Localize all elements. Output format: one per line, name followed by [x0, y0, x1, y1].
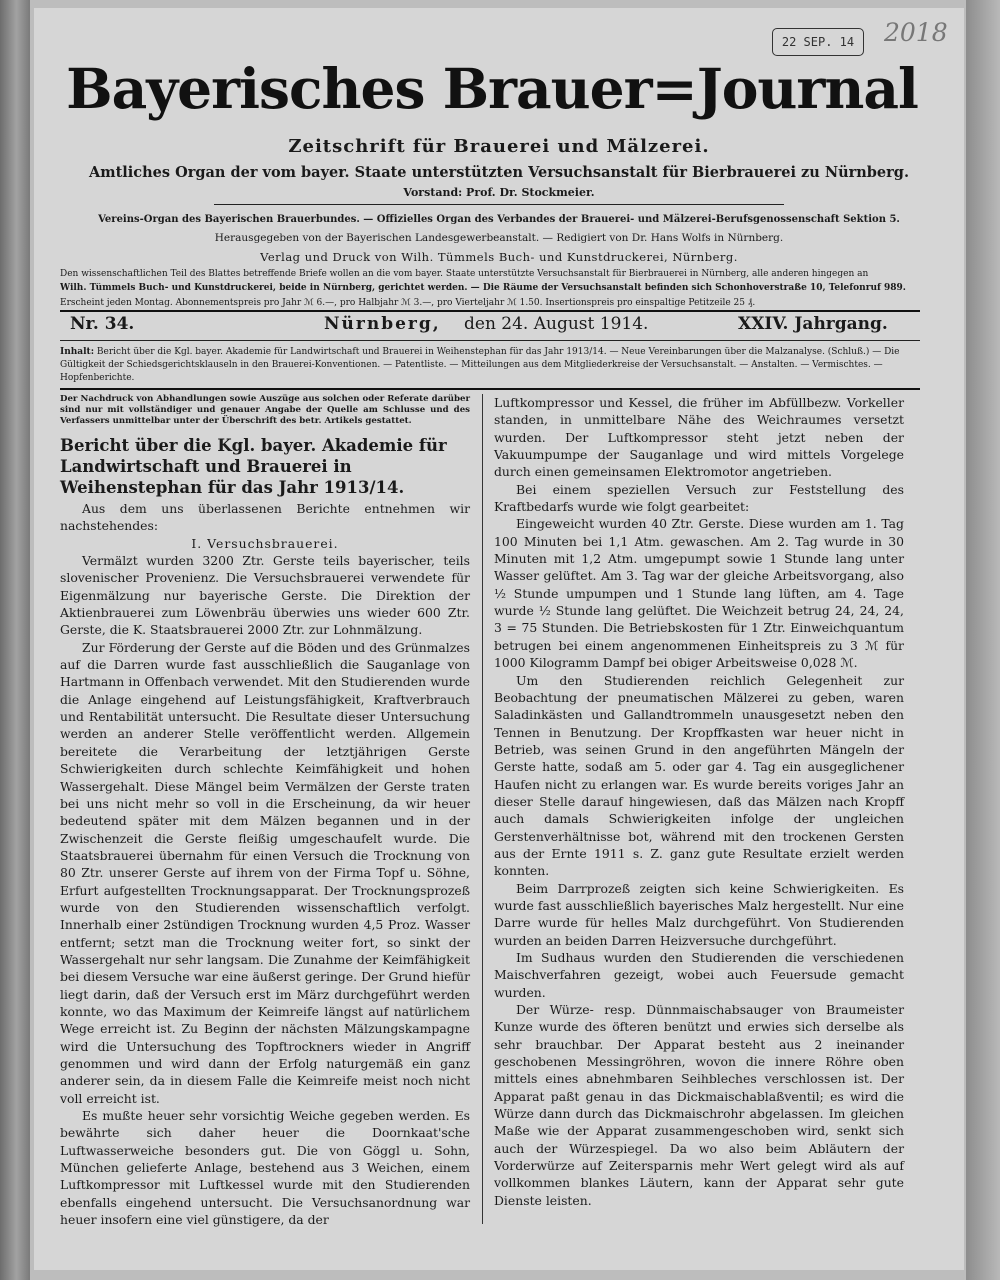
masthead-verlag: Verlag und Druck von Wilh. Tümmels Buch- und Kunstdruckerei, Nürnberg.: [260, 250, 738, 264]
left-column: [60, 394, 470, 1228]
issue-top-rule: [60, 310, 920, 312]
masthead-vorstand: Vorstand: Prof. Dr. Stockmeier.: [403, 186, 595, 199]
contents-text: Bericht über die Kgl. bayer. Akademie für Landwirtschaft und Brauerei in Weihenstephan für das Jahr 1913/14. — Neue Vereinbarungen über die Malzanalyse. (Schluß.) — Die Gültigkeit der Schiedsgerichtsklauseln in den Brauerei-Konventionen. — Patentliste. — Mitteilungen aus dem Mitgliederkreise der Versuchsanstalt. — Anstalten. — Vermischtes. — Hopfenberichte.: [60, 347, 900, 383]
article-paragraph: Im Sudhaus wurden den Studierenden die verschiedenen Maischverfahren gezeigt, wobei auch Feuersude gemacht wurden.: [494, 950, 904, 1000]
article-paragraph: Aus dem uns überlassenen Berichte entnehmen wir nachstehendes:: [60, 501, 470, 534]
article-paragraph: Es mußte heuer sehr vorsichtig Weiche gegeben werden. Es bewährte sich daher heuer die Doornkaat'sche Luftwasserweiche besonders gut. Die von Göggl u. Sohn, München gelieferte Anlage, bestehend aus 3 Weichen, einem Luftkompressor mit Luftkessel wurde mit den Studierenden ebenfalls eingehend untersucht. Die Versuchsanordnung war heuer insofern eine viel günstigere, da der: [60, 1108, 470, 1228]
table-of-contents: [60, 346, 920, 385]
contents-label: Inhalt:: [60, 347, 95, 357]
column-divider: [482, 394, 483, 1224]
masthead-herausgegeben: Herausgegeben von der Bayerischen Landesgewerbeanstalt. — Redigiert von Dr. Hans Wolfs in Nürnberg.: [214, 232, 784, 244]
archive-stamp: 22 SEP. 14: [772, 28, 864, 56]
section-heading: I. Versuchsbrauerei.: [191, 535, 339, 551]
newspaper-page: [34, 8, 964, 1270]
book-spine: [0, 0, 30, 1280]
issue-bottom-rule: [60, 340, 920, 341]
issue-city: Nürnberg,: [324, 314, 441, 334]
masthead-notice-line: Erscheint jeden Montag. Abonnementspreis pro Jahr ℳ 6.—, pro Halbjahr ℳ 3.—, pro Vierteljahr ℳ 1.50. Insertionspreis pro einspaltige Petitzeile 25 ₰.: [60, 298, 756, 308]
masthead-vereins: Vereins-Organ des Bayerischen Brauerbundes. — Offizielles Organ des Verbandes der Brauerei- und Mälzerei-Berufsgenossenschaft Sektion 5.: [98, 214, 900, 225]
masthead-organ: Amtliches Organ der vom bayer. Staate unterstützten Versuchsanstalt für Bierbrauerei zu Nürnberg.: [89, 164, 909, 181]
masthead-title: Bayerisches Brauer=Journal: [66, 56, 918, 121]
article-paragraph: Vermälzt wurden 3200 Ztr. Gerste teils bayerischer, teils slovenischer Provenienz. Die Versuchsbrauerei verwendete für Eigenmälzung nur bayerische Gerste. Die Direktion der Aktienbrauerei zum Löwenbräu überwies uns wieder 600 Ztr. Gerste, die K. Staatsbrauerei 2000 Ztr. zur Lohnmälzung.: [60, 553, 470, 638]
pencil-mark: 2018: [884, 18, 948, 47]
article-paragraph: Eingeweicht wurden 40 Ztr. Gerste. Diese wurden am 1. Tag 100 Minuten bei 1,1 Atm. gewaschen. Am 2. Tag wurde in 30 Minuten mit 1,2 Atm. umgepumpt sowie 1 Stunde lang unter Wasser gelüftet. Am 3. Tag war der gleiche Arbeitsvorgang, also ½ Stunde umpumpen und 1 Stunde lang lüften, am 4. Tage wurde ½ Stunde lang gelüftet. Die Weichzeit betrug 24, 24, 24, 3 = 75 Stunden. Die Betriebskosten für 1 Ztr. Einweichquantum betrugen bei einem angenommenen Einheitspreis zu 3 ℳ für 1000 Kilogramm Dampf bei obiger Arbeitsweise 0,028 ℳ.: [494, 516, 904, 671]
right-column: [494, 394, 904, 1209]
masthead-notice-line: Wilh. Tümmels Buch- und Kunstdruckerei, beide in Nürnberg, gerichtet werden. — Die Räume der Versuchsanstalt befinden sich Schonhoverstraße 10, Telefonruf 989.: [60, 283, 906, 293]
article-paragraph: Zur Förderung der Gerste auf die Böden und des Grünmalzes auf die Darren wurde fast ausschließlich die Sauganlage von Hartmann in Offenbach verwendet. Mit den Studierenden wurde die Anlage eingehend auf Leistungsfähigkeit, Kraftverbrauch und Rentabilität untersucht. Die Resultate dieser Untersuchung werden an anderer Stelle veröffentlicht werden. Allgemein bereitete die Verarbeitung der letztjährigen Gerste Schwierigkeiten durch schlechte Keimfähigkeit und hohen Wassergehalt. Diese Mängel beim Vermälzen der Gerste traten bei uns nicht mehr so voll in die Erscheinung, da wir heuer bedeutend später mit dem Mälzen begannen und in der Zwischenzeit die Gerste fleißig umgeschaufelt wurde. Die Staatsbrauerei übernahm für einen Versuch die Trocknung von 80 Ztr. unserer Gerste auf ihrem von der Firma Topf u. Söhne, Erfurt aufgestellten Trocknungsapparat. Der Trocknungsprozeß wurde von den Studierenden wissenschaftlich verfolgt. Innerhalb einer 2stündigen Trocknung wurden 4,5 Proz. Wasser entfernt; setzt man die Trocknung weiter fort, so sinkt der Wassergehalt nur sehr langsam. Die Zunahme der Keimfähigkeit bei diesem Versuche war eine äußerst geringe. Der Grund hiefür liegt darin, daß der Versuch erst im März durchgeführt werden konnte, wo das Maximum der Keimreife längst auf natürlichem Wege erreicht ist. Zu Beginn der nächsten Mälzungskampagne wird die Untersuchung des Topftrockners wieder in Angriff genommen und wird dann der Erfolg naturgemäß ein ganz anderer sein, da in diesem Falle die Keimreife meist noch nicht voll erreicht ist.: [60, 639, 470, 1106]
issue-number: Nr. 34.: [70, 314, 135, 334]
reprint-notice: Der Nachdruck von Abhandlungen sowie Auszüge aus solchen oder Referate darüber sind nur mit vollständiger und genauer Angabe der Quelle am Schlusse und des Verfassers unmittelbar unter der Überschrift des betr. Artikels gestattet.: [60, 394, 470, 426]
article-paragraph: Bei einem speziellen Versuch zur Feststellung des Kraftbedarfs wurde wie folgt gearbeitet:: [494, 481, 904, 515]
masthead-divider: [214, 204, 784, 205]
page-edge: [966, 0, 1000, 1280]
issue-volume: XXIV. Jahrgang.: [738, 314, 888, 334]
article-paragraph: Der Würze- resp. Dünnmaischabsauger von Braumeister Kunze wurde des öfteren benützt und erwies sich derselbe als sehr brauchbar. Der Apparat besteht aus 2 ineinander geschobenen Messingröhren, wovon die innere Röhre oben mittels eines abnehmbaren Seihbleches verschlossen ist. Der Apparat paßt genau in das Dickmaischablaßventil; es wird die Würze dann durch das Dickmaischrohr abgelassen. Im gleichen Maße wie der Apparat zusammengeschoben wird, senkt sich auch der Würzespiegel. Da wo also beim Abläutern der Vorderwürze auf Zeitersparnis mehr Wert gelegt wird als auf vollkommen blankes Läutern, kann der Apparat sehr gute Dienste leisten.: [494, 1002, 904, 1208]
article-paragraph: Luftkompressor und Kessel, die früher im Abfüllbezw. Vorkeller standen, in unmittelbare Nähe des Weichraumes versetzt wurden. Der Luftkompressor steht jetzt neben der Vakuumpumpe der Sauganlage und wird mittels Vorgelege durch einen gemeinsamen Elektromotor angetrieben.: [494, 395, 904, 480]
article-paragraph: Beim Darrprozeß zeigten sich keine Schwierigkeiten. Es wurde fast ausschließlich bayerisches Malz hergestellt. Nur eine Darre wurde für helles Malz durchgeführt. Von Studierenden wurden an beiden Darren Heizversuche durchgeführt.: [494, 880, 904, 948]
article-heading: Bericht über die Kgl. bayer. Akademie für Landwirtschaft und Brauerei in Weihenstephan für das Jahr 1913/14.: [60, 436, 447, 497]
article-paragraph: Um den Studierenden reichlich Gelegenheit zur Beobachtung der pneumatischen Mälzerei zu geben, waren Saladinkästen und Gallandtrommeln unausgesetzt neben den Tennen in Benutzung. Der Kropffkasten war heuer nicht in Betrieb, was seinen Grund in den angeführten Mängeln der Gerste hatte, sodaß am 5. oder gar 4. Tag ein ausgeglichener Haufen nicht zu erlangen war. Es wurde bereits voriges Jahr an dieser Stelle darauf hingewiesen, daß das Mälzen nach Kropff auch damals Schwierigkeiten infolge der ungleichen Gerstenverhältnisse bot, während mit den trockenen Gersten aus der Ernte 1911 s. Z. ganz gute Resultate erzielt werden konnten.: [494, 672, 904, 879]
masthead-subtitle: Zeitschrift für Brauerei und Mälzerei.: [288, 136, 710, 157]
issue-date: den 24. August 1914.: [464, 314, 649, 334]
contents-bottom-rule: [60, 388, 920, 390]
masthead-notice-line: Den wissenschaftlichen Teil des Blattes betreffende Briefe wollen an die vom bayer. Staate unterstützte Versuchsanstalt für Bierbrauerei in Nürnberg, alle anderen hingegen an: [60, 269, 869, 279]
